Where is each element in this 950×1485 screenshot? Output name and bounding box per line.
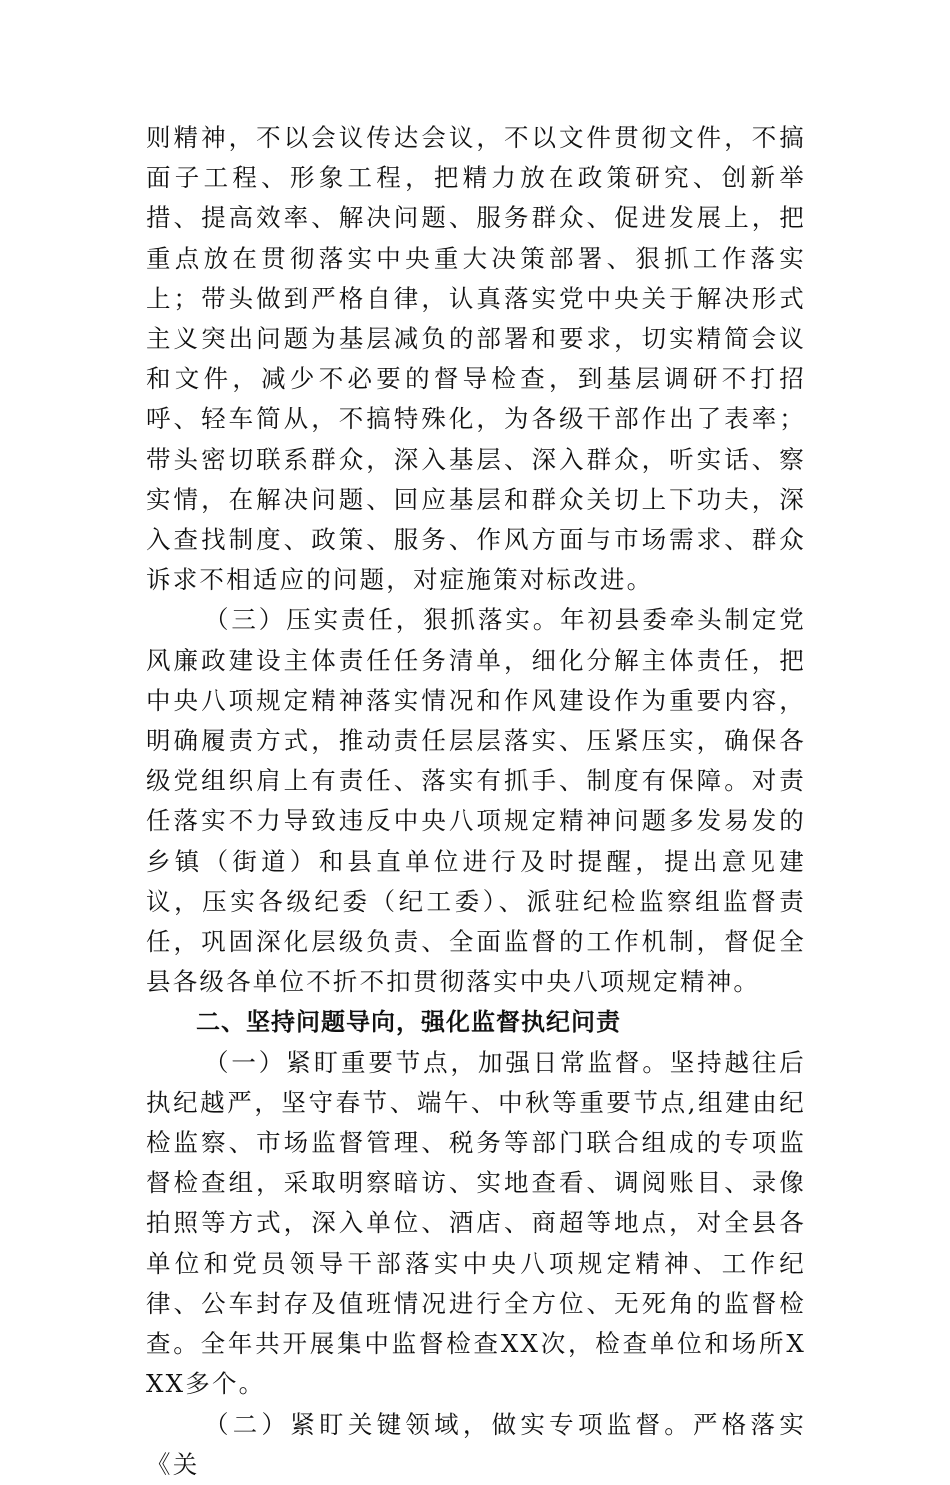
paragraph-section-three: （三）压实责任，狠抓落实。年初县委牵头制定党风廉政建设主体责任任务清单，细化分解主体责任，把中央八项规定精神落实情况和作风建设作为重要内容，明确履责方式，推动责任层层落实、压紧压实，确保各级党组织肩上有责任、落实有抓手、制度有保障。对责任落实不力导致违反中央八项规定精神问题多发易发的乡镇（街道）和县直单位进行及时提醒，提出意见建议，压实各级纪委（纪工委）、派驻纪检监察组监督责任，巩固深化层级负责、全面监督的工作机制，督促全县各级各单位不折不扣贯彻落实中央八项规定精神。 bbox=[146, 605, 806, 997]
paragraph-subsection-one: （一）紧盯重要节点，加强日常监督。坚持越往后执纪越严，坚守春节、端午、中秋等重要节点,组建由纪检监察、市场监督管理、税务等部门联合组成的专项监督检查组，采取明察暗访、实地查看、调阅账目、录像拍照等方式，深入单位、酒店、商超等地点，对全县各单位和党员领导干部落实中央八项规定精神、工作纪律、公车封存及值班情况进行全方位、无死角的监督检查。全年共开展集中监督检查XX次，检查单位和场所XXX多个。 bbox=[146, 1047, 806, 1399]
paragraph-subsection-two: （二）紧盯关键领域，做实专项监督。严格落实《关 bbox=[146, 1409, 806, 1479]
document-page bbox=[146, 118, 806, 1485]
section-heading-two: 二、坚持问题导向，强化监督执纪问责 bbox=[196, 1008, 621, 1037]
paragraph-continuation: 则精神，不以会议传达会议，不以文件贯彻文件，不搞面子工程、形象工程，把精力放在政策研究、创新举措、提高效率、解决问题、服务群众、促进发展上，把重点放在贯彻落实中央重大决策部署、狠抓工作落实上；带头做到严格自律，认真落实党中央关于解决形式主义突出问题为基层减负的部署和要求，切实精简会议和文件，减少不必要的督导检查，到基层调研不打招呼、轻车简从，不搞特殊化，为各级干部作出了表率；带头密切联系群众，深入基层、深入群众，听实话、察实情，在解决问题、回应基层和群众关切上下功夫，深入查找制度、政策、服务、作风方面与市场需求、群众诉求不相适应的问题，对症施策对标改进。 bbox=[146, 123, 806, 595]
